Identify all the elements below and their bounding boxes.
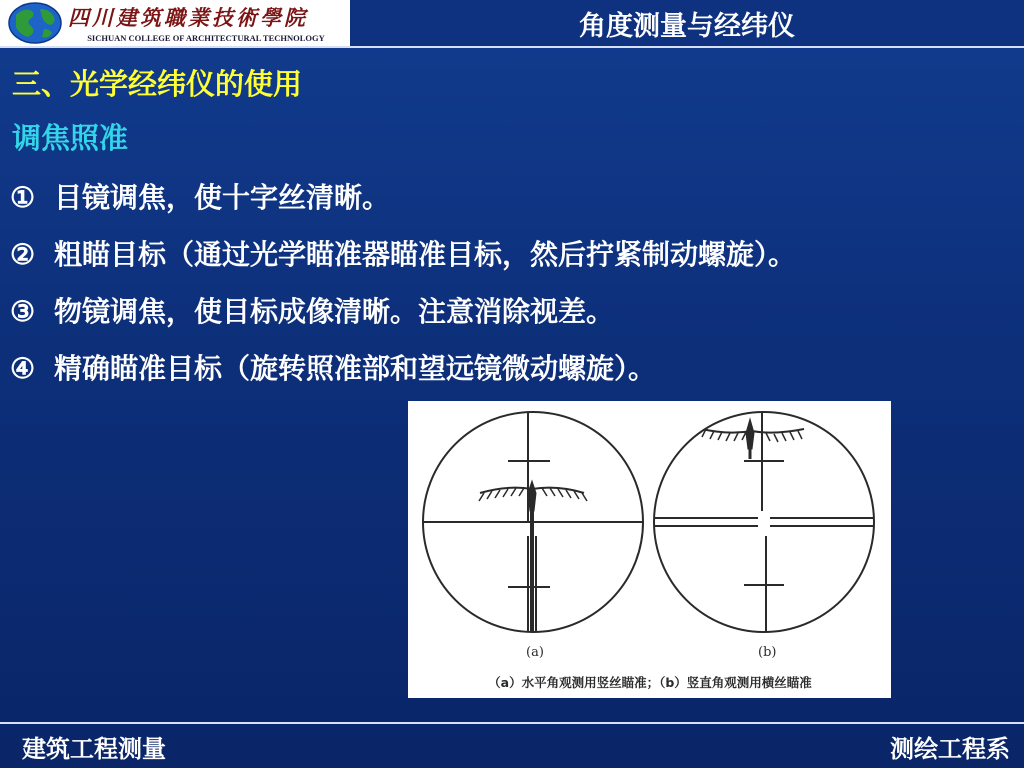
section-subtitle: 调焦照准 xyxy=(12,121,129,155)
step-number: ④ xyxy=(10,352,36,385)
figure-caption: （a）水平角观测用竖丝瞄准；（b）竖直角观测用横丝瞄准 xyxy=(488,675,812,690)
step-item xyxy=(10,233,796,290)
step-text: 目镜调焦，使十字丝清晰。 xyxy=(54,181,391,214)
step-number: ② xyxy=(10,238,36,271)
header-divider xyxy=(0,46,1024,48)
step-text: 粗瞄目标（通过光学瞄准器瞄准目标，然后拧紧制动螺旋）。 xyxy=(54,238,797,271)
step-item xyxy=(10,347,796,404)
step-text: 物镜调焦，使目标成像清晰。注意消除视差。 xyxy=(54,295,615,328)
step-number: ③ xyxy=(10,295,36,328)
slide-title: 角度测量与经纬仪 xyxy=(579,11,795,42)
reticle-view-a xyxy=(418,411,648,637)
footer-divider xyxy=(0,722,1024,724)
step-text: 精确瞄准目标（旋转照准部和望远镜微动螺旋）。 xyxy=(54,352,657,385)
globe-icon xyxy=(6,1,64,45)
reticle-svg xyxy=(408,401,891,698)
step-list xyxy=(10,176,796,404)
logo-chinese-name: 四川建筑職業技術學院 xyxy=(68,5,308,30)
department-name: 测绘工程系 xyxy=(890,734,1010,763)
reticle-view-b xyxy=(654,411,878,636)
figure-label-b: (b) xyxy=(758,645,777,660)
course-name: 建筑工程测量 xyxy=(22,734,166,763)
logo-english-name: SICHUAN COLLEGE OF ARCHITECTURAL TECHNOLOGY xyxy=(87,33,325,43)
step-item xyxy=(10,176,796,233)
reticle-diagram xyxy=(408,401,891,698)
figure-label-a: (a) xyxy=(526,645,544,660)
step-number: ① xyxy=(10,181,36,214)
header-bar xyxy=(0,0,1024,46)
section-title: 三、光学经纬仪的使用 xyxy=(12,67,303,101)
college-logo xyxy=(0,0,350,46)
step-item xyxy=(10,290,796,347)
